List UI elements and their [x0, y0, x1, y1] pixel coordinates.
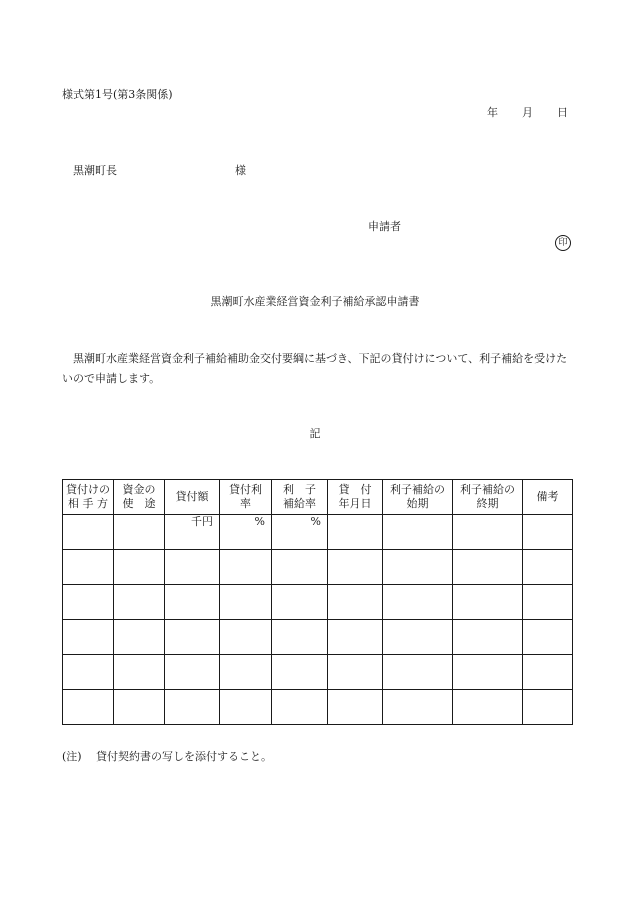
table-cell[interactable] [114, 515, 165, 550]
table-cell[interactable] [523, 620, 573, 655]
table-cell[interactable] [114, 655, 165, 690]
table-cell[interactable] [165, 550, 220, 585]
body-text-content: 黒潮町水産業経営資金利子補給補助金交付要綱に基づき、下記の貸付けについて、利子補給を受けたいので申請します。 [62, 352, 568, 385]
table-cell[interactable] [165, 620, 220, 655]
table-cell[interactable] [165, 655, 220, 690]
ki-heading: 記 [309, 427, 321, 440]
table-header-line2: 終期 [476, 497, 499, 510]
table-row [63, 655, 573, 690]
table-cell[interactable] [63, 620, 114, 655]
table-cell[interactable] [272, 550, 328, 585]
table-cell[interactable] [328, 655, 383, 690]
table-cell[interactable] [328, 550, 383, 585]
table-row [63, 515, 573, 550]
table-row [63, 550, 573, 585]
table-header-cell [523, 480, 573, 515]
document-title: 黒潮町水産業経営資金利子補給承認申請書 [210, 295, 420, 308]
table-header-cell [165, 480, 220, 515]
table-cell[interactable] [272, 690, 328, 725]
note [62, 748, 272, 764]
table-cell[interactable] [63, 690, 114, 725]
table-cell-unit[interactable]: % [272, 515, 328, 550]
table-header-line1: 利子補給の [460, 483, 515, 496]
table-row [63, 690, 573, 725]
table-header-line1: 貸 付 [338, 483, 372, 496]
table-cell[interactable] [328, 690, 383, 725]
table-cell-unit[interactable]: % [220, 515, 272, 550]
table-cell[interactable] [220, 550, 272, 585]
seal-mark-icon: 印 [555, 235, 571, 251]
table-cell[interactable] [63, 550, 114, 585]
table-cell[interactable] [114, 550, 165, 585]
table-cell[interactable] [383, 620, 453, 655]
table-cell[interactable] [272, 585, 328, 620]
date-line [487, 104, 568, 120]
table-cell[interactable] [383, 655, 453, 690]
table-header-line2: 相 手 方 [68, 497, 108, 510]
table-cell[interactable] [453, 690, 523, 725]
addressee-name: 黒潮町長 [73, 164, 117, 177]
table-cell[interactable] [328, 585, 383, 620]
table-cell-unit[interactable]: 千円 [165, 515, 220, 550]
table-cell[interactable] [523, 655, 573, 690]
table-header-line2: 率 [240, 497, 251, 510]
table-cell[interactable] [220, 690, 272, 725]
table-row [63, 620, 573, 655]
table-cell[interactable] [523, 515, 573, 550]
table-cell[interactable] [114, 585, 165, 620]
table-cell[interactable] [383, 690, 453, 725]
table-cell[interactable] [453, 620, 523, 655]
addressee [73, 162, 246, 178]
table-cell[interactable] [383, 585, 453, 620]
table-header-line1: 備考 [536, 490, 559, 503]
table-header-line1: 貸付けの [66, 483, 110, 496]
table-cell[interactable] [453, 585, 523, 620]
table-header-cell [63, 480, 114, 515]
table-cell[interactable] [328, 620, 383, 655]
table-header-line1: 貸付額 [175, 490, 209, 503]
table-cell[interactable] [165, 585, 220, 620]
table-cell[interactable] [383, 550, 453, 585]
form-number: 様式第1号(第3条関係) [62, 88, 173, 101]
table-cell[interactable] [63, 515, 114, 550]
addressee-honorific: 様 [235, 164, 246, 177]
applicant-label: 申請者 [368, 220, 401, 233]
table-cell[interactable] [453, 655, 523, 690]
table-cell[interactable] [272, 620, 328, 655]
table-cell[interactable] [220, 585, 272, 620]
table-header-line2: 年月日 [338, 497, 372, 510]
table-cell[interactable] [453, 515, 523, 550]
date-month-label: 月 [522, 106, 533, 119]
table-header-cell [328, 480, 383, 515]
table-cell[interactable] [523, 690, 573, 725]
table-cell[interactable] [165, 690, 220, 725]
date-day-label: 日 [557, 106, 568, 119]
table-header-cell [272, 480, 328, 515]
table-header-line1: 利子補給の [390, 483, 445, 496]
table-cell[interactable] [272, 655, 328, 690]
date-year-label: 年 [487, 106, 498, 119]
note-text: 貸付契約書の写しを添付すること。 [96, 750, 272, 763]
table-header-line1: 利 子 [283, 483, 316, 496]
table-header-line1: 貸付利 [229, 483, 262, 496]
table-header-line2: 補給率 [283, 497, 316, 510]
table-cell[interactable] [220, 655, 272, 690]
table-body [63, 515, 573, 725]
table-row [63, 585, 573, 620]
table-header-row [63, 480, 573, 515]
table-cell[interactable] [114, 690, 165, 725]
table-cell[interactable] [453, 550, 523, 585]
table-header-cell [383, 480, 453, 515]
table-cell[interactable] [383, 515, 453, 550]
table-cell[interactable] [328, 515, 383, 550]
table-header-cell [220, 480, 272, 515]
table-header-line2: 使 途 [122, 497, 156, 510]
body-text [62, 349, 574, 389]
note-label: (注) [62, 750, 82, 763]
table-cell[interactable] [220, 620, 272, 655]
loan-table [62, 479, 573, 725]
table-cell[interactable] [114, 620, 165, 655]
table-header-line1: 資金の [122, 483, 156, 496]
table-header-line2: 始期 [406, 497, 429, 510]
table-header-cell [453, 480, 523, 515]
table-header-cell [114, 480, 165, 515]
table-cell[interactable] [523, 585, 573, 620]
table-cell[interactable] [63, 655, 114, 690]
table-cell[interactable] [523, 550, 573, 585]
table-cell[interactable] [63, 585, 114, 620]
